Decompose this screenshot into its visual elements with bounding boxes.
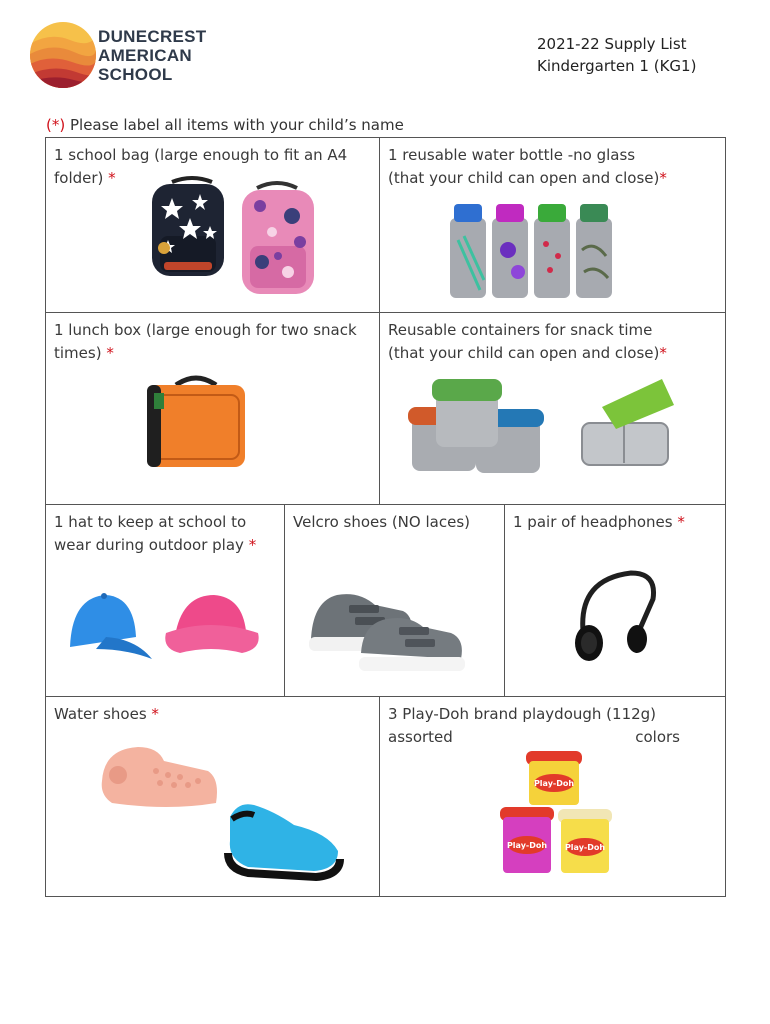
item-cell-velcro-shoes: [284, 504, 505, 697]
school-name-line-2: AMERICAN: [98, 46, 193, 65]
playdoh-illustration: [498, 749, 614, 877]
lunch-box-illustration: [144, 371, 249, 471]
page-header: [0, 0, 770, 110]
item-text-line: Velcro shoes (NO laces): [293, 513, 470, 531]
playdoh-brand-label: Play-Doh: [564, 843, 606, 852]
item-text-line: 1 lunch box (large enough for two snack: [54, 321, 357, 339]
playdoh-brand-label: Play-Doh: [506, 841, 548, 850]
item-cell-school-bag: [45, 137, 380, 313]
item-text-line: 1 reusable water bottle -no glass: [388, 146, 636, 164]
item-text-line: times): [54, 344, 107, 362]
item-text-line: 1 pair of headphones: [513, 513, 678, 531]
note-text: Please label all items with your child’s name: [65, 116, 404, 134]
item-cell-containers: [379, 312, 726, 505]
item-text-line: (that your child can open and close): [388, 169, 660, 187]
item-text-line: 1 hat to keep at school to: [54, 513, 247, 531]
required-marker: *: [106, 344, 114, 362]
document-info: [537, 33, 696, 77]
snack-containers-illustration: [406, 377, 696, 482]
playdoh-brand-label: Play-Doh: [533, 779, 575, 788]
labeling-note: [46, 116, 404, 134]
grade-label: Kindergarten 1 (KG1): [537, 57, 697, 75]
item-text-line: assorted: [388, 728, 453, 746]
school-name: [98, 27, 207, 84]
item-text-line: colors: [635, 728, 680, 746]
item-cell-playdoh: [379, 696, 726, 897]
backpack-illustration: [142, 176, 322, 301]
item-cell-water-bottle: [379, 137, 726, 313]
item-text-line: folder): [54, 169, 109, 187]
school-logo: [30, 22, 96, 88]
required-marker: *: [248, 536, 257, 554]
hats-illustration: [66, 587, 266, 667]
item-text-line: 1 school bag (large enough to fit an A4: [54, 146, 348, 164]
item-text-line: (that your child can open and close): [388, 344, 660, 362]
headphones-illustration: [569, 569, 659, 669]
required-marker: *: [108, 169, 116, 187]
item-cell-lunch-box: [45, 312, 380, 505]
item-cell-water-shoes: [45, 696, 380, 897]
list-title: 2021-22 Supply List: [537, 35, 687, 53]
required-marker: *: [677, 513, 685, 531]
required-marker: *: [151, 705, 159, 723]
item-text-line: wear during outdoor play: [54, 536, 249, 554]
velcro-shoes-illustration: [307, 581, 467, 675]
item-cell-headphones: [504, 504, 726, 697]
required-marker: *: [659, 169, 667, 187]
item-text-line: Reusable containers for snack time: [388, 321, 653, 339]
required-marker: *: [659, 344, 667, 362]
water-shoes-illustration: [98, 741, 343, 881]
item-cell-hat: [45, 504, 285, 697]
school-name-line-1: DUNECREST: [98, 27, 207, 46]
water-bottles-illustration: [446, 200, 616, 300]
note-marker: (*): [46, 116, 66, 134]
item-text-line: 3 Play-Doh brand playdough (112g): [388, 705, 657, 723]
school-name-line-3: SCHOOL: [98, 65, 173, 84]
item-text-line: Water shoes: [54, 705, 152, 723]
